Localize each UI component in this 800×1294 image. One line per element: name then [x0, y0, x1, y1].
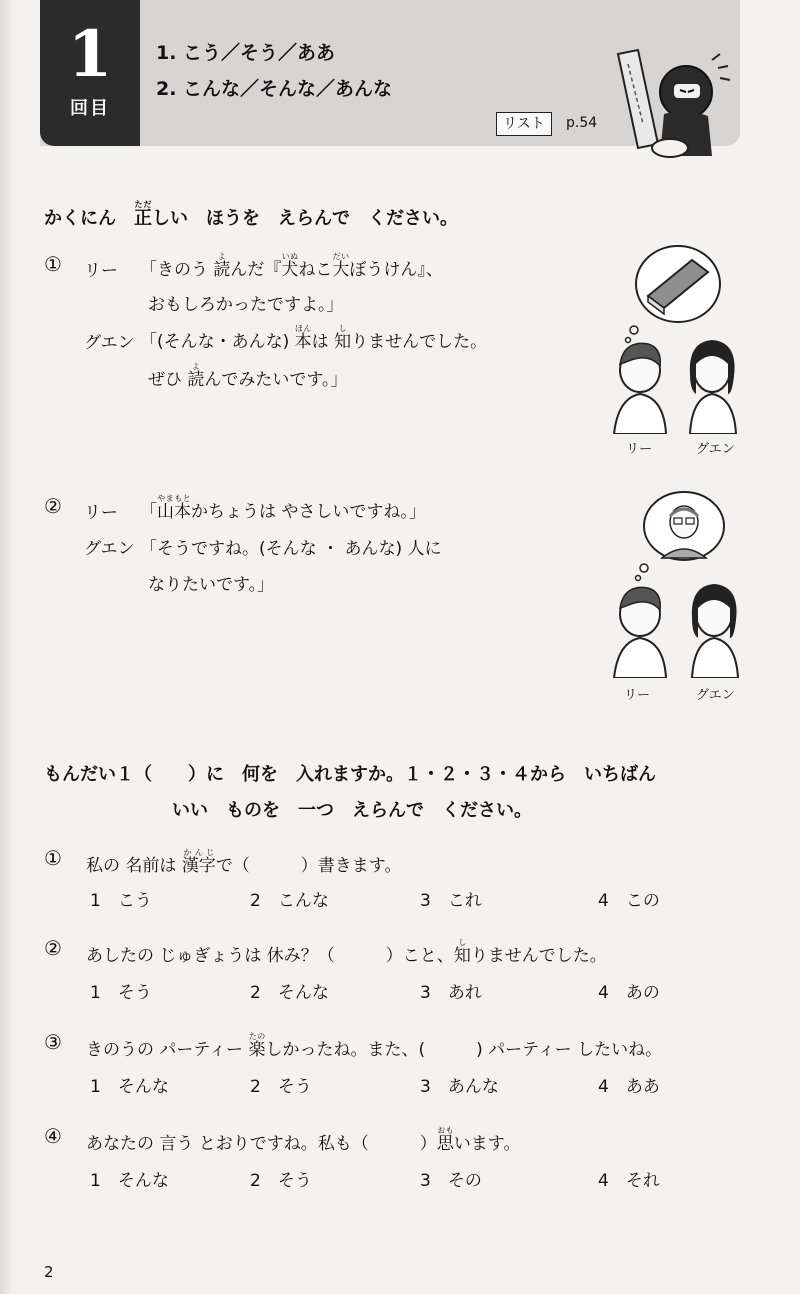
lesson-title-2: 2. こんな／そんな／あんな — [156, 78, 393, 100]
check-q1-speaker-a: リー — [84, 261, 118, 281]
check-q1-number: ① — [44, 252, 62, 276]
check-q1-caption-a: リー — [626, 442, 653, 457]
page-number: 2 — [44, 1263, 54, 1281]
check-heading-a: かくにん — [44, 208, 116, 229]
ninja-illustration — [608, 44, 738, 164]
check-q2-line2: 「そうですね。(そんな ・ あんな) 人に — [140, 539, 442, 559]
mondai-q3-option-4[interactable]: 4 ああ — [598, 1077, 660, 1097]
mondai-q4-option-2[interactable]: 2 そう — [250, 1171, 312, 1191]
book-thought-illustration — [604, 244, 754, 434]
unit-number: 1 — [67, 17, 113, 92]
check-q2-caption-a: リー — [624, 688, 651, 703]
list-reference-box: リスト — [496, 112, 552, 136]
mondai-q4-option-1[interactable]: 1 そんな — [90, 1171, 169, 1191]
list-page-reference: p.54 — [566, 115, 598, 131]
check-q2-speaker-b: グエン — [84, 539, 135, 559]
unit-label: 回目 — [70, 98, 110, 119]
check-q2-line3: なりたいです。」 — [148, 575, 275, 595]
mondai-instruction-line2: いい ものを 一つ えらんで ください。 — [172, 800, 532, 821]
check-heading-b: しい ほうを えらんで ください。 — [152, 208, 458, 229]
mondai-q2-option-2[interactable]: 2 そんな — [250, 983, 329, 1003]
mondai-q4-text: あなたの 言う とおりですね。私も（ ）思おもいます。 — [86, 1126, 521, 1154]
check-q2-number: ② — [44, 494, 62, 518]
boss-thought-illustration — [608, 488, 758, 678]
mondai-q2-option-1[interactable]: 1 そう — [90, 983, 152, 1003]
check-q1-line2: おもしろかったですよ。」 — [148, 295, 344, 315]
mondai-q4-option-4[interactable]: 4 それ — [598, 1171, 660, 1191]
check-q2-speaker-a: リー — [84, 503, 118, 523]
mondai-q3-number: ③ — [44, 1030, 62, 1054]
mondai-q3-option-3[interactable]: 3 あんな — [420, 1077, 499, 1097]
mondai-q3-option-2[interactable]: 2 そう — [250, 1077, 312, 1097]
check-q1-caption-b: グエン — [696, 442, 735, 457]
mondai-q1-text: 私の 名前は 漢字かんじで（ ）書きます。 — [86, 848, 402, 876]
mondai-q4-option-3[interactable]: 3 その — [420, 1171, 482, 1191]
mondai-q2-number: ② — [44, 936, 62, 960]
page-edge — [0, 0, 14, 1294]
check-q1-speaker-b: グエン — [84, 333, 135, 353]
mondai-q1-option-1[interactable]: 1 こう — [90, 891, 152, 911]
check-instruction — [44, 200, 458, 229]
check-q2-caption-b: グエン — [696, 688, 735, 703]
mondai-q1-option-4[interactable]: 4 この — [598, 891, 660, 911]
check-heading-kanji: 正ただ — [134, 200, 152, 229]
mondai-q3-text: きのうの パーティー 楽たのしかったね。また、( ) パーティー したいね。 — [86, 1032, 663, 1060]
check-q1-line1: 「きのう 読よんだ『犬いぬねこ大だいぼうけん』、 — [140, 252, 443, 280]
check-q1-line3: 「(そんな・あんな) 本ほんは 知しりませんでした。 — [140, 324, 488, 352]
check-q2-line1: 「山本やまもとかちょうは やさしいですね。」 — [140, 494, 426, 522]
mondai-q2-option-4[interactable]: 4 あの — [598, 983, 660, 1003]
mondai-q2-text: あしたの じゅぎょうは 休み？（ ）こと、知しりませんでした。 — [86, 938, 607, 966]
mondai-q1-number: ① — [44, 846, 62, 870]
mondai-q4-number: ④ — [44, 1124, 62, 1148]
check-q1-line4: ぜひ 読よんでみたいです。」 — [148, 362, 348, 390]
mondai-q1-option-2[interactable]: 2 こんな — [250, 891, 329, 911]
unit-tab — [40, 0, 140, 146]
mondai-q1-option-3[interactable]: 3 これ — [420, 891, 482, 911]
mondai-q3-option-1[interactable]: 1 そんな — [90, 1077, 169, 1097]
mondai-instruction-line1: もんだい１（ ）に 何を 入れますか。１・２・３・４から いちばん — [44, 764, 656, 785]
lesson-title-1: 1. こう／そう／ああ — [156, 42, 336, 64]
mondai-q2-option-3[interactable]: 3 あれ — [420, 983, 482, 1003]
